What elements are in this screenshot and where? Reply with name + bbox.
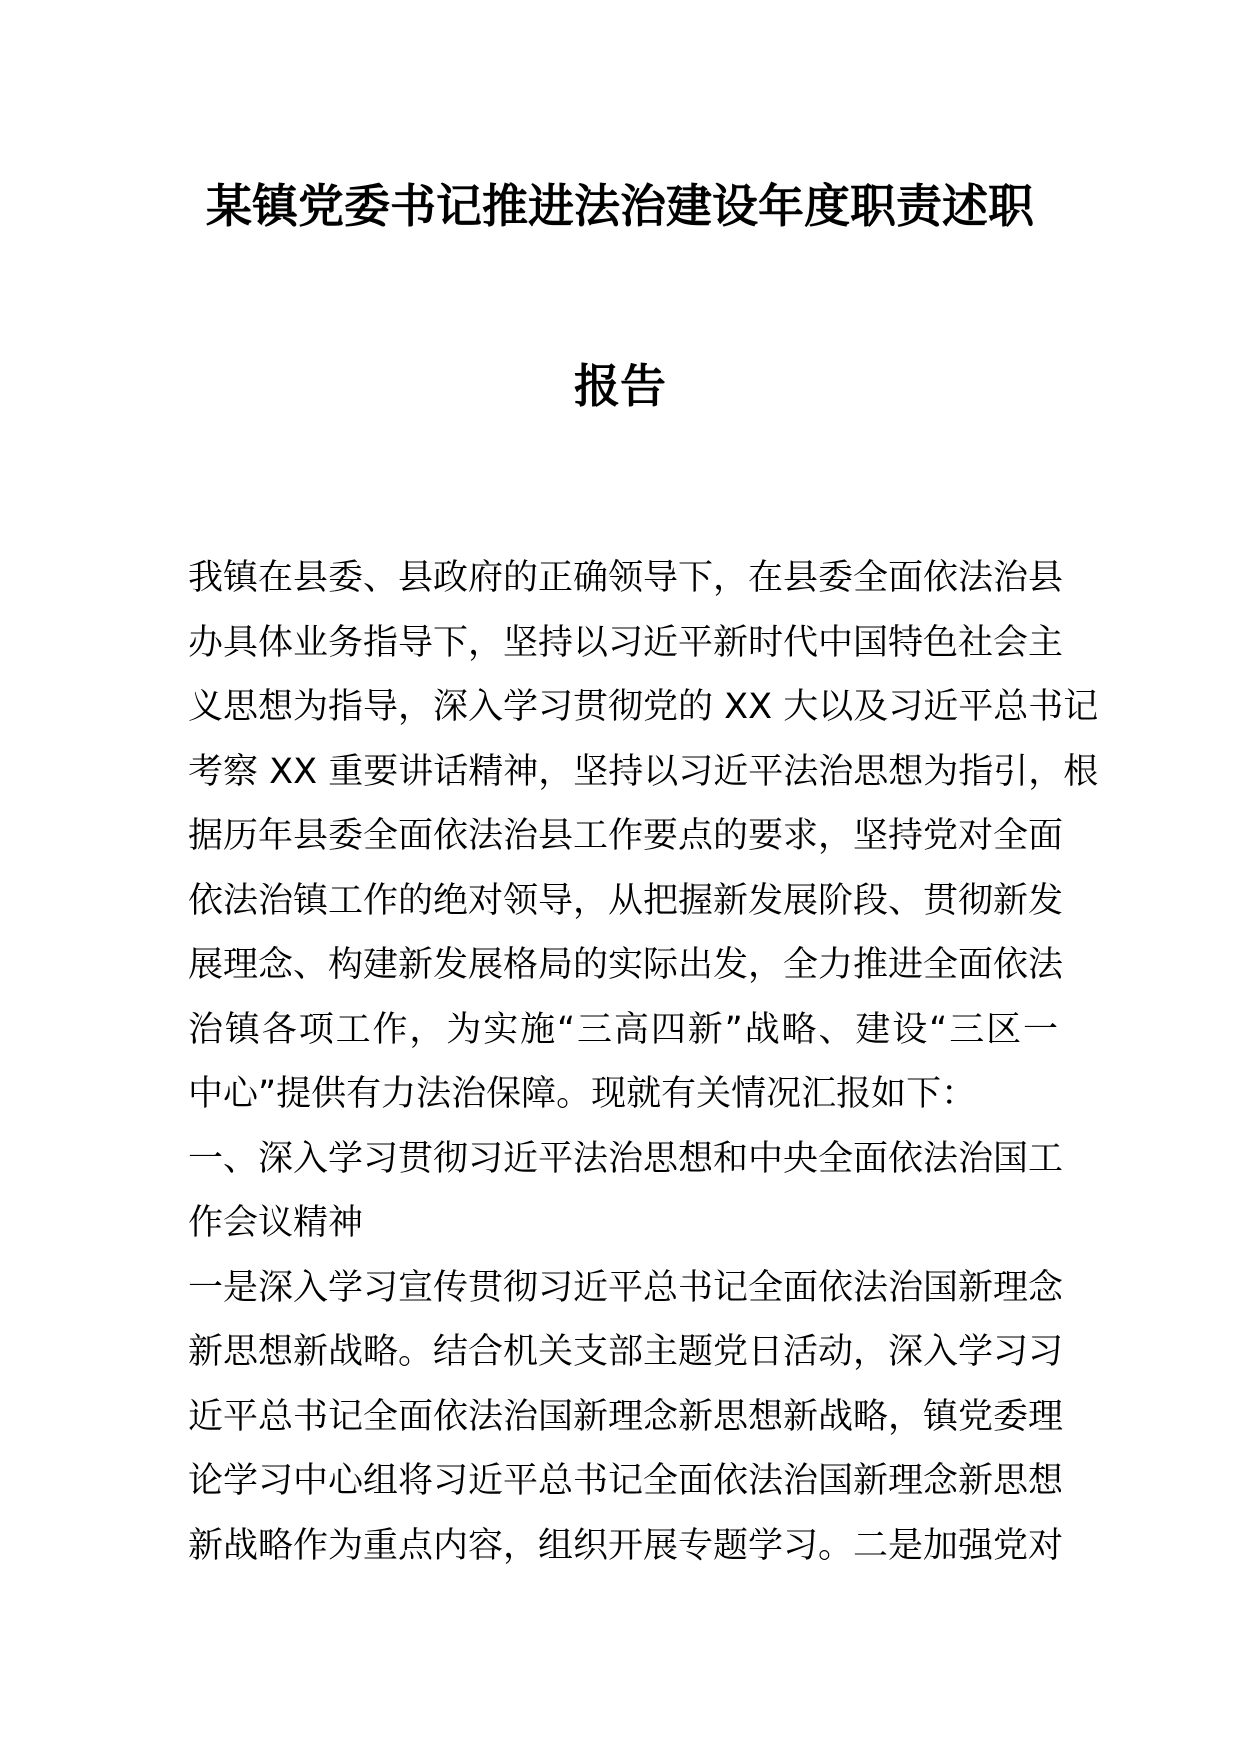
body-line: 考察 XX 重要讲话精神，坚持以习近平法治思想为指引，根 <box>188 751 1099 792</box>
body-line: 展理念、构建新发展格局的实际出发，全力推进全面依法 <box>188 945 1064 985</box>
document-title-line-2: 报告 <box>574 359 666 413</box>
document-body <box>188 546 1099 1578</box>
body-line: 治镇各项工作，为实施“三高四新”战略、建设“三区一 <box>188 1009 1058 1050</box>
document-title-line-1: 某镇党委书记推进法治建设年度职责述职 <box>206 179 1034 233</box>
body-line: 我镇在县委、县政府的正确领导下，在县委全面依法治县 <box>188 558 1064 598</box>
body-line: 据历年县委全面依法治县工作要点的要求，坚持党对全面 <box>188 816 1064 856</box>
body-line: 依法治镇工作的绝对领导，从把握新发展阶段、贯彻新发 <box>188 880 1064 921</box>
section-heading-line: 一、深入学习贯彻习近平法治思想和中央全面依法治国工 <box>188 1138 1064 1179</box>
body-line: 中心”提供有力法治保障。现就有关情况汇报如下： <box>188 1074 977 1114</box>
body-line: 义思想为指导，深入学习贯彻党的 XX 大以及习近平总书记 <box>188 687 1099 727</box>
body-line: 一是深入学习宣传贯彻习近平总书记全面依法治国新理念 <box>188 1267 1064 1308</box>
body-line: 论学习中心组将习近平总书记全面依法治国新理念新思想 <box>188 1461 1064 1501</box>
body-line: 新思想新战略。结合机关支部主题党日活动，深入学习习 <box>188 1332 1064 1372</box>
body-line: 办具体业务指导下，坚持以习近平新时代中国特色社会主 <box>188 622 1064 663</box>
section-heading-line: 作会议精神 <box>188 1203 364 1243</box>
body-line: 新战略作为重点内容，组织开展专题学习。二是加强党对 <box>188 1525 1064 1566</box>
body-line: 近平总书记全面依法治国新理念新思想新战略，镇党委理 <box>188 1396 1064 1437</box>
